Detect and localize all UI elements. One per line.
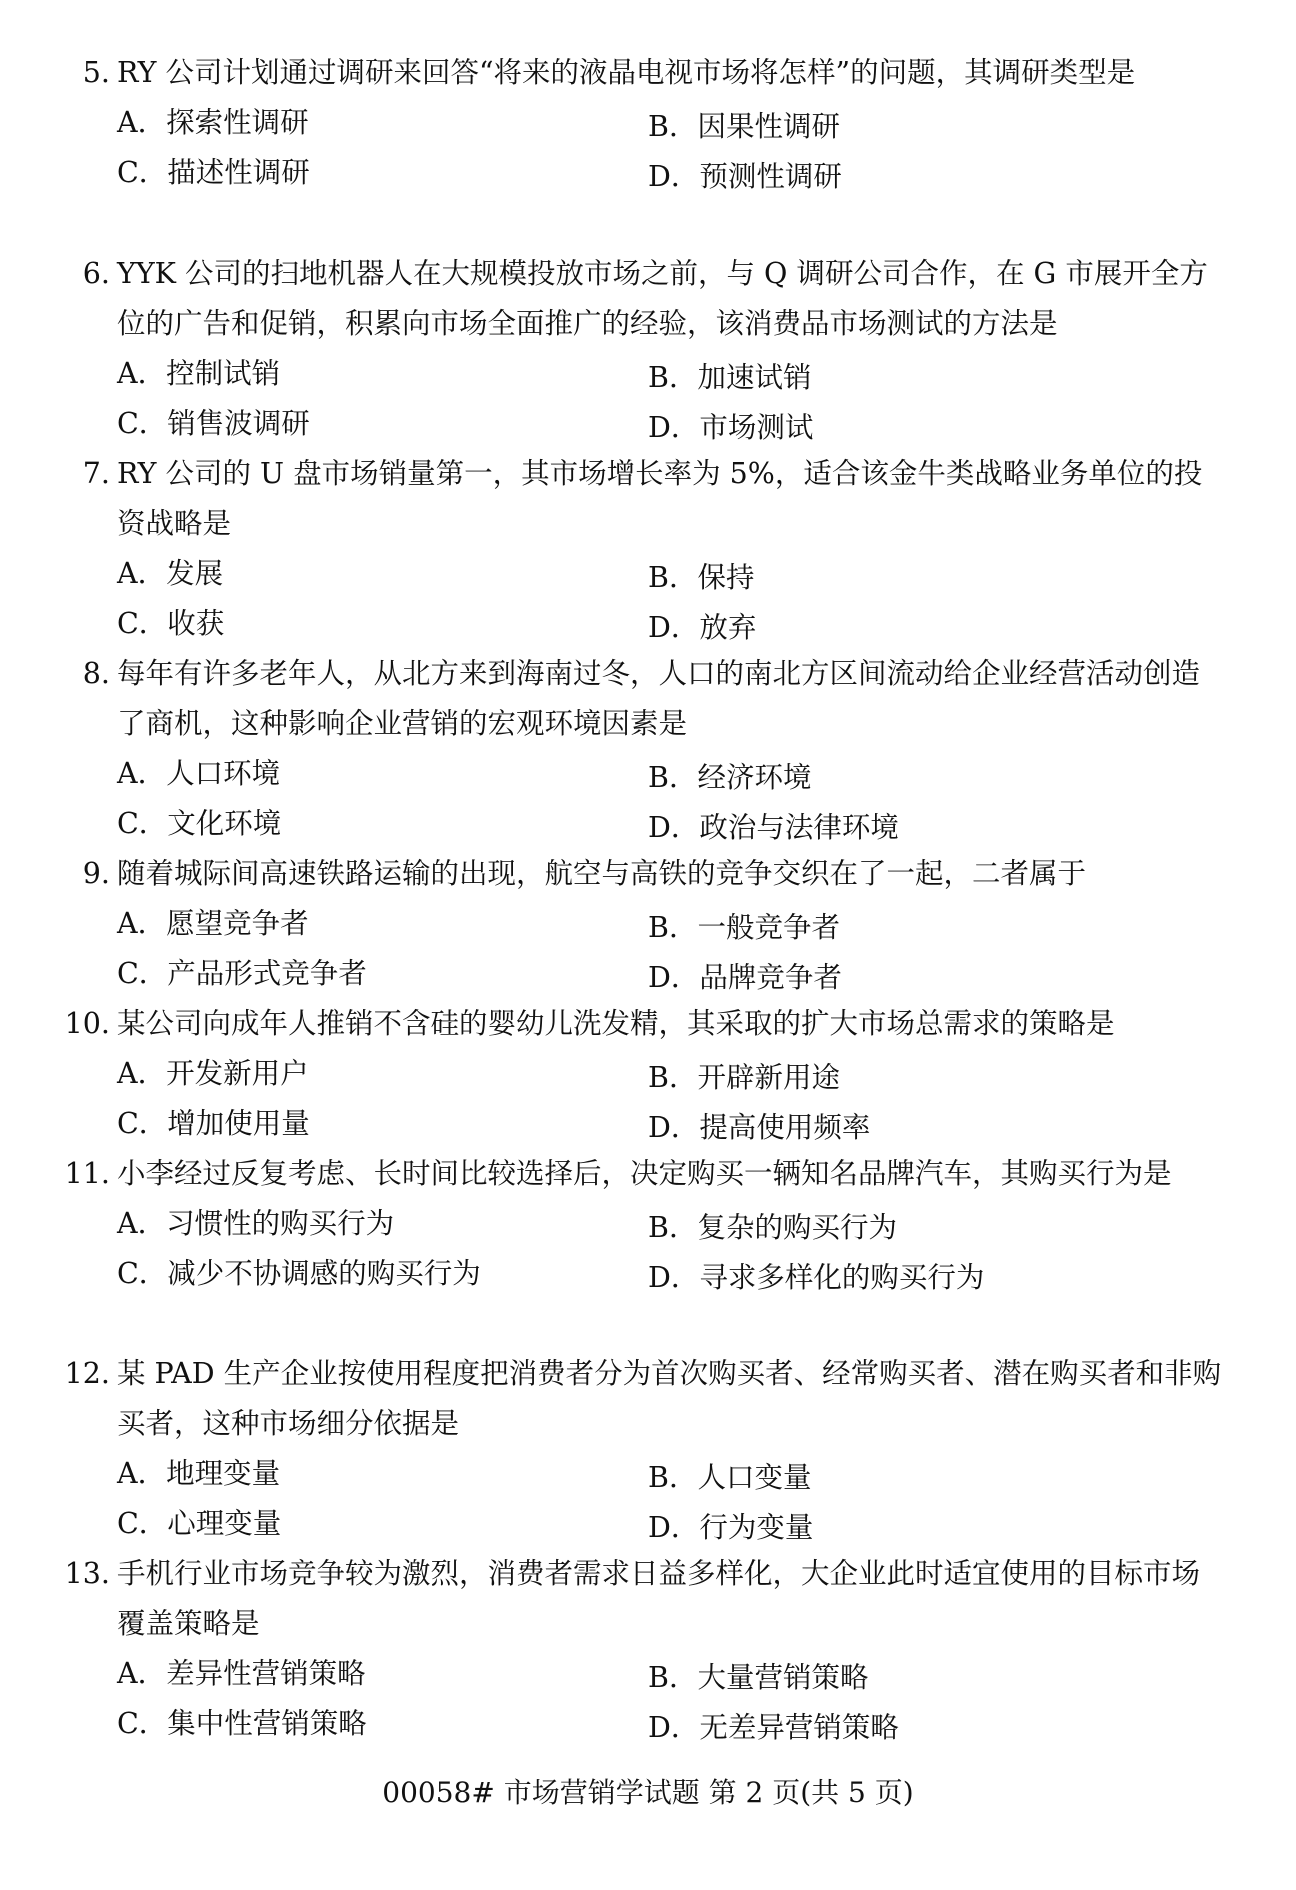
question-6 (60, 249, 1208, 449)
option-d: D．提高使用频率 (648, 1111, 871, 1144)
option-a: A．习惯性的购买行为 (117, 1207, 395, 1240)
question-13 (60, 1549, 1201, 1749)
question-stem: YYK 公司的扫地机器人在大规模投放市场之前，与 Q 调研公司合作，在 G 市展开全方位的广告和促销，积累向市场全面推广的经验，该消费品市场测试的方法是 (117, 257, 1208, 340)
option-c: C．销售波调研 (117, 407, 310, 440)
options (117, 899, 1180, 999)
option-b: B．加速试销 (648, 361, 812, 394)
question-stem: 某公司向成年人推销不含硅的婴幼儿洗发精，其采取的扩大市场总需求的策略是 (117, 1007, 1115, 1040)
question-number: 7. (82, 457, 110, 490)
options (117, 98, 1180, 198)
question-stem: 手机行业市场竞争较为激烈，消费者需求日益多样化，大企业此时适宜使用的目标市场覆盖策略是 (117, 1557, 1201, 1640)
option-c: C．增加使用量 (117, 1107, 310, 1140)
question-stem: RY 公司计划通过调研来回答“将来的液晶电视市场将怎样”的问题，其调研类型是 (117, 56, 1136, 89)
question-number: 11. (64, 1157, 110, 1190)
option-d: D．政治与法律环境 (648, 811, 899, 844)
options (117, 749, 1180, 849)
option-b: B．开辟新用途 (648, 1061, 840, 1094)
option-b: B．人口变量 (648, 1461, 812, 1494)
page-footer: 00058# 市场营销学试题 第 2 页(共 5 页) (382, 1776, 914, 1809)
question-11 (60, 1149, 1180, 1299)
question-number: 13. (64, 1557, 110, 1590)
options (117, 1649, 1180, 1749)
option-d: D．市场测试 (648, 411, 814, 444)
question-5 (60, 48, 1180, 198)
question-number: 6. (82, 257, 110, 290)
option-a: A．地理变量 (117, 1457, 281, 1490)
options (117, 1049, 1180, 1149)
option-a: A．发展 (117, 557, 224, 590)
option-d: D．品牌竞争者 (648, 961, 842, 994)
question-stem: 小李经过反复考虑、长时间比较选择后，决定购买一辆知名品牌汽车，其购买行为是 (117, 1157, 1172, 1190)
options (117, 1449, 1180, 1549)
question-10 (60, 999, 1180, 1149)
option-d: D．寻求多样化的购买行为 (648, 1261, 985, 1294)
option-b: B．复杂的购买行为 (648, 1211, 897, 1244)
option-c: C．减少不协调感的购买行为 (117, 1257, 481, 1290)
question-number: 9. (82, 857, 110, 890)
option-c: C．心理变量 (117, 1507, 282, 1540)
question-8 (60, 649, 1201, 849)
option-c: C．描述性调研 (117, 156, 310, 189)
options (117, 549, 1180, 649)
options (117, 1199, 1180, 1299)
option-c: C．文化环境 (117, 807, 282, 840)
option-b: B．因果性调研 (648, 110, 840, 143)
question-12 (60, 1349, 1222, 1549)
question-9 (60, 849, 1180, 999)
option-d: D．放弃 (648, 611, 757, 644)
question-7 (60, 449, 1203, 649)
option-a: A．人口环境 (117, 757, 281, 790)
option-c: C．集中性营销策略 (117, 1707, 367, 1740)
option-b: B．经济环境 (648, 761, 812, 794)
option-d: D．无差异营销策略 (648, 1711, 899, 1744)
question-number: 12. (64, 1357, 110, 1390)
options (117, 349, 1180, 449)
question-stem: 某 PAD 生产企业按使用程度把消费者分为首次购买者、经常购买者、潜在购买者和非购买者，这种市场细分依据是 (117, 1357, 1222, 1440)
question-number: 5. (82, 56, 110, 89)
option-a: A．控制试销 (117, 357, 281, 390)
option-a: A．开发新用户 (117, 1057, 309, 1090)
option-a: A．差异性营销策略 (117, 1657, 366, 1690)
option-a: A．愿望竞争者 (117, 907, 309, 940)
question-stem: 随着城际间高速铁路运输的出现，航空与高铁的竞争交织在了一起，二者属于 (117, 857, 1087, 890)
question-stem: 每年有许多老年人，从北方来到海南过冬，人口的南北方区间流动给企业经营活动创造了商机，这种影响企业营销的宏观环境因素是 (117, 657, 1201, 740)
question-number: 8. (82, 657, 110, 690)
option-d: D．预测性调研 (648, 160, 842, 193)
option-c: C．产品形式竞争者 (117, 957, 367, 990)
option-b: B．保持 (648, 561, 755, 594)
question-number: 10. (64, 1007, 110, 1040)
option-b: B．大量营销策略 (648, 1661, 869, 1694)
question-stem: RY 公司的 U 盘市场销量第一，其市场增长率为 5%，适合该金牛类战略业务单位的投资战略是 (117, 457, 1203, 540)
option-a: A．探索性调研 (117, 106, 309, 139)
option-b: B．一般竞争者 (648, 911, 840, 944)
option-d: D．行为变量 (648, 1511, 814, 1544)
option-c: C．收获 (117, 607, 225, 640)
